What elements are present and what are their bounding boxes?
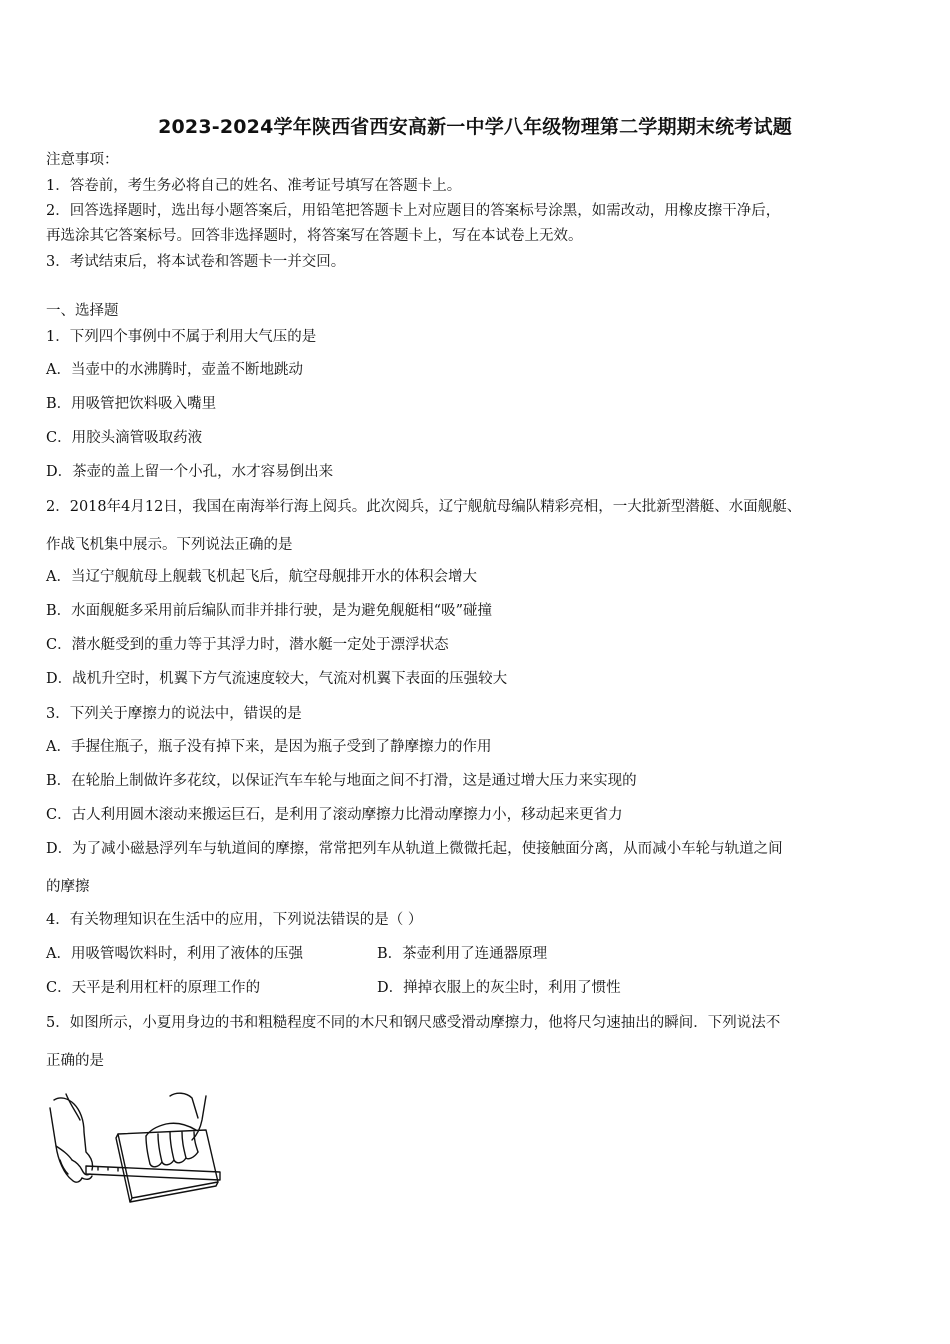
- question-1-option-c: C．用胶头滴管吸取药液: [46, 430, 203, 446]
- question-4-stem: 4．有关物理知识在生活中的应用，下列说法错误的是（ ）: [46, 912, 423, 928]
- question-2-option-a: A．当辽宁舰航母上舰载飞机起飞后，航空母舰排开水的体积会增大: [46, 569, 477, 585]
- notice-item: 1．答卷前，考生务必将自己的姓名、准考证号填写在答题卡上。: [46, 178, 462, 194]
- question-3-option-c: C．古人利用圆木滚动来搬运巨石，是利用了滚动摩擦力比滑动摩擦力小，移动起来更省力: [46, 807, 623, 823]
- notice-item: 2．回答选择题时，选出每小题答案后，用铅笔把答题卡上对应题目的答案标号涂黑，如需改动，用橡皮擦干净后，: [46, 203, 781, 219]
- question-2-stem: 2．2018年4月12日，我国在南海举行海上阅兵。此次阅兵，辽宁舰航母编队精彩亮相，一大批新型潜艇、水面舰艇、: [46, 499, 802, 515]
- ruler-book-figure: [46, 1090, 226, 1205]
- section-heading: 一、选择题: [46, 303, 119, 319]
- question-1-option-d: D．茶壶的盖上留一个小孔，水才容易倒出来: [46, 464, 334, 480]
- question-2-stem-cont: 作战飞机集中展示。下列说法正确的是: [46, 537, 293, 553]
- question-2-option-d: D．战机升空时，机翼下方气流速度较大，气流对机翼下表面的压强较大: [46, 671, 508, 687]
- question-2-option-b: B．水面舰艇多采用前后编队而非并排行驶，是为避免舰艇相“吸”碰撞: [46, 603, 492, 619]
- notice-item: 再选涂其它答案标号。回答非选择题时，将答案写在答题卡上，写在本试卷上无效。: [46, 228, 583, 244]
- exam-title: 2023-2024学年陕西省西安高新一中学八年级物理第二学期期末统考试题: [158, 116, 792, 138]
- question-3-option-a: A．手握住瓶子，瓶子没有掉下来，是因为瓶子受到了静摩擦力的作用: [46, 739, 492, 755]
- question-3-stem: 3．下列关于摩擦力的说法中，错误的是: [46, 706, 302, 722]
- question-3-option-b: B．在轮胎上制做许多花纹，以保证汽车车轮与地面之间不打滑，这是通过增大压力来实现的: [46, 773, 637, 789]
- question-4-option-c: C．天平是利用杠杆的原理工作的: [46, 980, 261, 996]
- question-4-option-a: A．用吸管喝饮料时，利用了液体的压强: [46, 946, 303, 962]
- question-4-option-d: D．掸掉衣服上的灰尘时，利用了惯性: [377, 980, 621, 996]
- notice-item: 3．考试结束后，将本试卷和答题卡一并交回。: [46, 254, 346, 270]
- question-1-option-b: B．用吸管把饮料吸入嘴里: [46, 396, 217, 412]
- question-5-stem-cont: 正确的是: [46, 1053, 104, 1069]
- notice-heading: 注意事项：: [46, 152, 119, 168]
- question-1-option-a: A．当壶中的水沸腾时，壶盖不断地跳动: [46, 362, 303, 378]
- question-3-option-d-cont: 的摩擦: [46, 879, 90, 895]
- question-4-option-b: B．茶壶利用了连通器原理: [377, 946, 548, 962]
- question-1-stem: 1．下列四个事例中不属于利用大气压的是: [46, 329, 317, 345]
- question-3-option-d: D．为了减小磁悬浮列车与轨道间的摩擦，常常把列车从轨道上微微托起，使接触面分离，从而减小车轮与轨道之间: [46, 841, 783, 857]
- question-5-stem: 5．如图所示，小夏用身边的书和粗糙程度不同的木尺和钢尺感受滑动摩擦力，他将尺匀速抽出的瞬间．下列说法不: [46, 1015, 781, 1031]
- question-2-option-c: C．潜水艇受到的重力等于其浮力时，潜水艇一定处于漂浮状态: [46, 637, 449, 653]
